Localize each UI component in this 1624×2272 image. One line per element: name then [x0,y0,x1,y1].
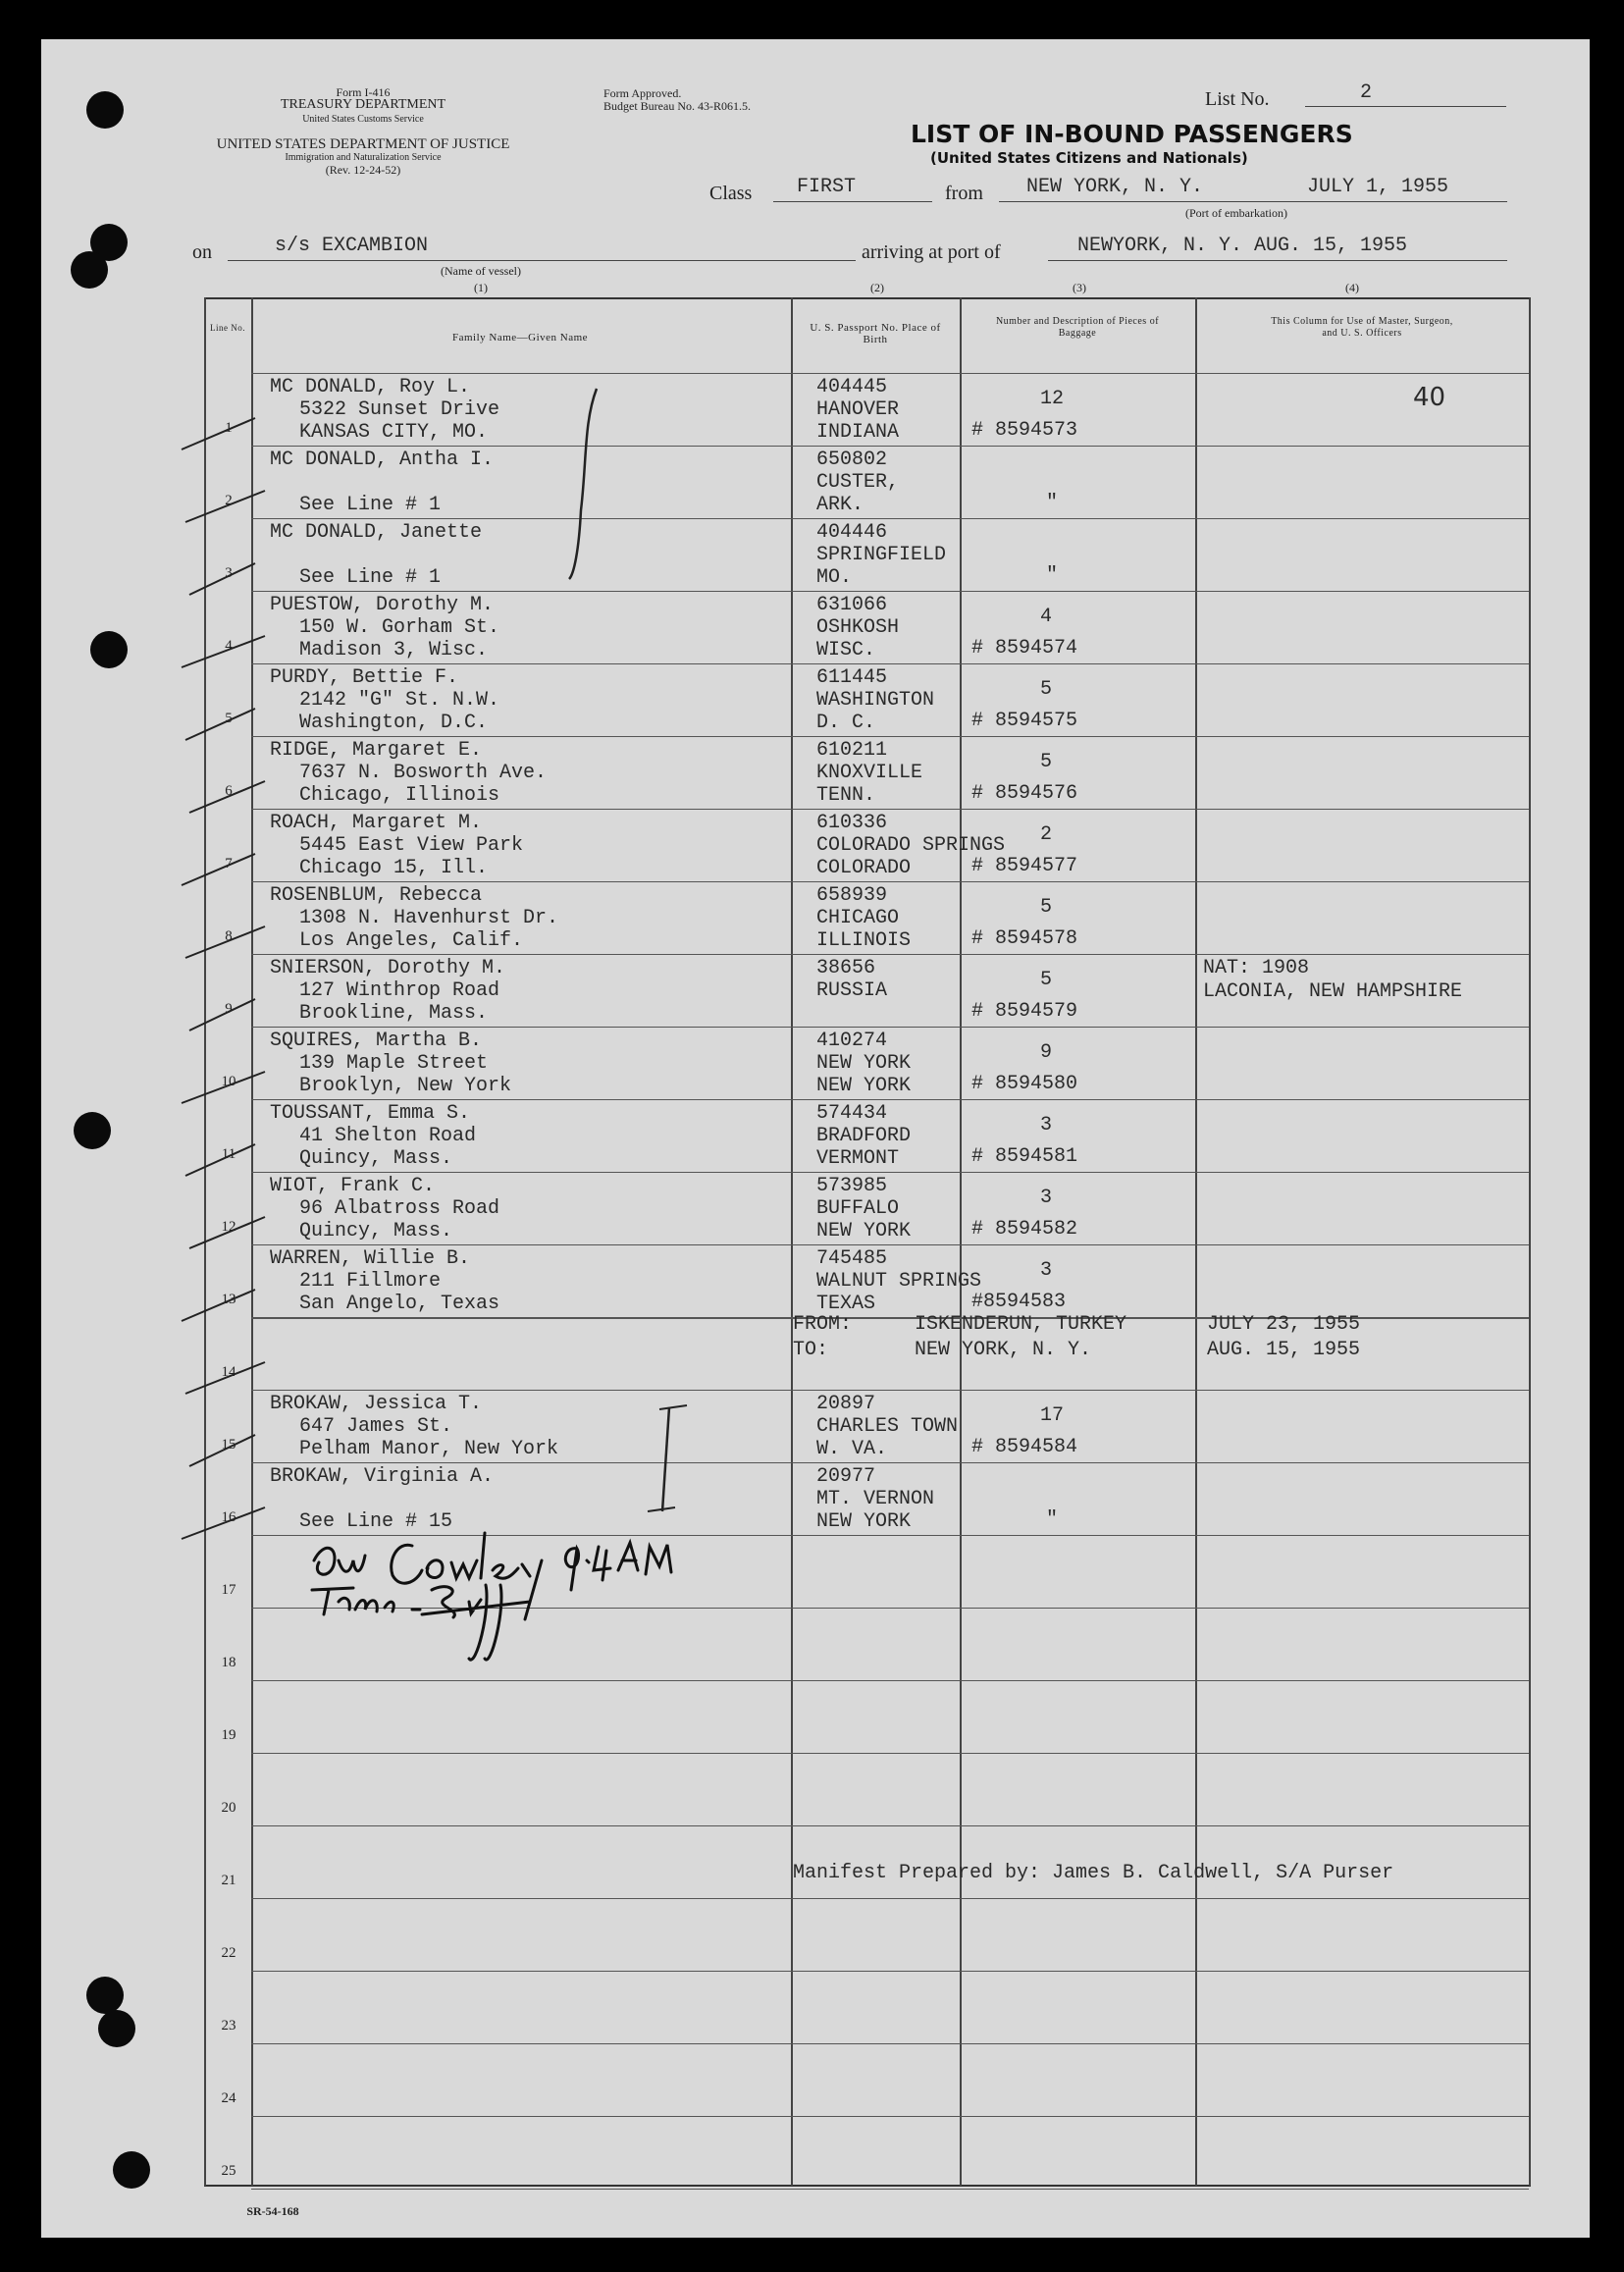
baggage-tag: # 8594584 [971,1436,1078,1458]
list-no-label: List No. [1205,88,1270,110]
officer-note: NAT: 1908 [1203,957,1310,979]
passport-birthplace-line: WASHINGTON [816,689,935,712]
line-number: 17 [221,1582,236,1598]
baggage-count: 3 [1040,1259,1053,1282]
from-date: JULY 1, 1955 [1307,176,1449,198]
passport-birthplace-line: CHARLES TOWN [816,1415,959,1438]
passenger-name-line: ROSENBLUM, Rebecca [270,884,483,907]
officer-note: LACONIA, NEW HAMPSHIRE [1203,980,1463,1003]
passport-birthplace-line: ARK. [816,494,864,516]
baggage-count: 12 [1040,388,1065,410]
passport-birthplace-line: COLORADO SPRINGS [816,834,1006,857]
baggage-tag: # 8594582 [971,1218,1078,1241]
officer-note: 40 [1413,383,1446,412]
passport-birthplace-line: WISC. [816,639,876,661]
passenger-name-line: WIOT, Frank C. [270,1175,436,1197]
passport-birthplace-line: 631066 [816,594,888,616]
page-title: LIST OF IN-BOUND PASSENGERS [911,120,1353,148]
passport-birthplace-line: COLORADO [816,857,912,879]
line-number: 16 [221,1509,236,1525]
passenger-name-line: Los Angeles, Calif. [299,929,524,952]
baggage-count: 2 [1040,823,1053,846]
signature-mark [312,1533,671,1660]
passenger-name-line: Brookline, Mass. [299,1002,489,1025]
passenger-name-line: SQUIRES, Martha B. [270,1030,483,1052]
col-header-passport: U. S. Passport No. Place of Birth [810,322,941,345]
line-number: 7 [225,856,233,872]
transfer-to-label: TO: [793,1339,829,1361]
page-subtitle: (United States Citizens and Nationals) [930,149,1248,167]
col-num-2: (2) [870,281,884,294]
baggage-count: 9 [1040,1041,1053,1064]
passenger-name-line: MC DONALD, Antha I. [270,449,495,471]
baggage-tag: # 8594579 [971,1000,1078,1023]
passport-birthplace-line: KNOXVILLE [816,762,923,784]
passenger-name-line: 41 Shelton Road [299,1125,477,1147]
passenger-name-line: 96 Albatross Road [299,1197,500,1220]
baggage-tag: # 8594574 [971,637,1078,660]
baggage-tag: # 8594578 [971,927,1078,950]
baggage-count: 3 [1040,1114,1053,1136]
line-number: 15 [221,1437,236,1453]
passenger-name-line: San Angelo, Texas [299,1293,500,1315]
passport-birthplace-line: W. VA. [816,1438,888,1460]
passenger-name-line: Quincy, Mass. [299,1220,453,1242]
baggage-tag: # 8594576 [971,782,1078,805]
passenger-name-line: See Line # 1 [299,494,442,516]
passenger-name-line: ROACH, Margaret M. [270,812,483,834]
passenger-name-line: 211 Fillmore [299,1270,442,1293]
passport-birthplace-line: MO. [816,566,853,589]
baggage-count: 5 [1040,969,1053,991]
passport-birthplace-line: 611445 [816,666,888,689]
baggage-tag: " [1046,492,1059,514]
passenger-name-line: 1308 N. Havenhurst Dr. [299,907,559,929]
passenger-name-line: BROKAW, Virginia A. [270,1465,495,1488]
passport-birthplace-line: SPRINGFIELD [816,544,947,566]
line-number: 5 [225,711,233,726]
baggage-count: 17 [1040,1404,1065,1427]
line-number: 8 [225,928,233,944]
passenger-name-line: PURDY, Bettie F. [270,666,459,689]
on-label: on [192,241,212,263]
passenger-name-line: MC DONALD, Roy L. [270,376,471,398]
from-value: NEW YORK, N. Y. [1026,176,1204,198]
passenger-name-line: 150 W. Gorham St. [299,616,500,639]
vessel-value: s/s EXCAMBION [275,235,429,257]
port-embark-label: (Port of embarkation) [1185,206,1287,220]
passenger-name-line: BROKAW, Jessica T. [270,1393,483,1415]
baggage-tag: " [1046,1508,1059,1531]
baggage-tag: # 8594575 [971,710,1078,732]
passport-birthplace-line: 38656 [816,957,876,979]
passport-birthplace-line: 745485 [816,1247,888,1270]
passport-birthplace-line: TENN. [816,784,876,807]
passport-birthplace-line: 404446 [816,521,888,544]
passenger-name-line: 647 James St. [299,1415,453,1438]
passport-birthplace-line: NEW YORK [816,1075,912,1097]
passenger-name-line: 5445 East View Park [299,834,524,857]
line-number: 21 [221,1873,236,1888]
passenger-name-line: Quincy, Mass. [299,1147,453,1170]
line-number: 12 [221,1219,236,1235]
col-header-officers: This Column for Use of Master, Surgeon, and U. S. Officers [1271,316,1453,339]
passenger-name-line: 127 Winthrop Road [299,979,500,1002]
vessel-label: (Name of vessel) [441,264,521,278]
passport-birthplace-line: D. C. [816,712,876,734]
passport-birthplace-line: 610211 [816,739,888,762]
baggage-count: 5 [1040,896,1053,919]
ins-label: Immigration and Naturalization Service [285,152,442,163]
manifest-prepared-by: Manifest Prepared by: James B. Caldwell, S/A Purser [793,1862,1394,1884]
passport-birthplace-line: 574434 [816,1102,888,1125]
passport-birthplace-line: NEW YORK [816,1052,912,1075]
col-num-3: (3) [1073,281,1086,294]
baggage-count: 4 [1040,606,1053,628]
line-number: 25 [221,2163,236,2179]
passport-birthplace-line: TEXAS [816,1293,876,1315]
passenger-name-line: Chicago 15, Ill. [299,857,489,879]
from-label: from [945,183,983,204]
passport-birthplace-line: 404445 [816,376,888,398]
arriving-value: NEWYORK, N. Y. AUG. 15, 1955 [1077,235,1408,257]
passport-birthplace-line: 658939 [816,884,888,907]
passport-birthplace-line: CUSTER, [816,471,900,494]
line-number: 4 [225,638,233,654]
line-number: 10 [221,1074,236,1089]
form-approved: Form Approved. [603,86,682,100]
baggage-tag: # 8594580 [971,1073,1078,1095]
passenger-name-line: See Line # 1 [299,566,442,589]
line-number: 13 [221,1292,236,1307]
passport-birthplace-line: NEW YORK [816,1220,912,1242]
transfer-from-port: ISKENDERUN, TURKEY [915,1313,1127,1336]
passport-birthplace-line: ILLINOIS [816,929,912,952]
passenger-name-line: RIDGE, Margaret E. [270,739,483,762]
rev-label: (Rev. 12-24-52) [325,163,401,177]
line-number: 6 [225,783,233,799]
passenger-name-line: 5322 Sunset Drive [299,398,500,421]
line-number: 3 [225,565,233,581]
customs-label: United States Customs Service [302,114,424,125]
passenger-name-line: 2142 "G" St. N.W. [299,689,500,712]
transfer-from-date: JULY 23, 1955 [1207,1313,1361,1336]
passenger-name-line: KANSAS CITY, MO. [299,421,489,444]
budget-bureau: Budget Bureau No. 43-R061.5. [603,99,751,113]
baggage-tag: #8594583 [971,1291,1067,1313]
treasury-label: TREASURY DEPARTMENT [280,97,446,112]
passenger-name-line: MC DONALD, Janette [270,521,483,544]
line-number: 23 [221,2018,236,2034]
line-number: 18 [221,1655,236,1670]
passport-birthplace-line: WALNUT SPRINGS [816,1270,982,1293]
passenger-name-line: Chicago, Illinois [299,784,500,807]
col-num-1: (1) [474,281,488,294]
passport-birthplace-line: 20897 [816,1393,876,1415]
line-number: 14 [221,1364,236,1380]
baggage-count: 5 [1040,678,1053,701]
class-label: Class [709,183,753,204]
col-num-4: (4) [1345,281,1359,294]
baggage-count: 3 [1040,1187,1053,1209]
passenger-name-line: Pelham Manor, New York [299,1438,559,1460]
form-number: Form I-416 [336,85,391,99]
passport-birthplace-line: INDIANA [816,421,900,444]
passport-birthplace-line: 573985 [816,1175,888,1197]
passenger-name-line: 139 Maple Street [299,1052,489,1075]
line-number: 19 [221,1727,236,1743]
passport-birthplace-line: OSHKOSH [816,616,900,639]
col-header-line: Line No. [210,323,245,333]
transfer-from-label: FROM: [793,1313,853,1336]
class-value: FIRST [797,176,857,198]
passenger-name-line: Brooklyn, New York [299,1075,512,1097]
passenger-name-line: TOUSSANT, Emma S. [270,1102,471,1125]
passenger-name-line: See Line # 15 [299,1510,453,1533]
passport-birthplace-line: MT. VERNON [816,1488,935,1510]
baggage-tag: # 8594581 [971,1145,1078,1168]
justice-label: UNITED STATES DEPARTMENT OF JUSTICE [216,136,510,152]
passenger-name-line: Madison 3, Wisc. [299,639,489,661]
footer-code: SR-54-168 [246,2204,299,2218]
passport-birthplace-line: CHICAGO [816,907,900,929]
passport-birthplace-line: BUFFALO [816,1197,900,1220]
list-no-value: 2 [1360,81,1373,104]
transfer-to-date: AUG. 15, 1955 [1207,1339,1361,1361]
passenger-name-line: SNIERSON, Dorothy M. [270,957,506,979]
transfer-to-port: NEW YORK, N. Y. [915,1339,1092,1361]
passport-birthplace-line: 650802 [816,449,888,471]
passenger-name-line: Washington, D.C. [299,712,489,734]
passport-birthplace-line: RUSSIA [816,979,888,1002]
line-number: 2 [225,493,233,508]
col-header-name: Family Name—Given Name [451,332,589,343]
passport-birthplace-line: BRADFORD [816,1125,912,1147]
line-number: 9 [225,1001,233,1017]
baggage-count: 5 [1040,751,1053,773]
baggage-tag: # 8594573 [971,419,1078,442]
arriving-label: arriving at port of [862,241,1001,263]
passenger-name-line: WARREN, Willie B. [270,1247,471,1270]
passport-birthplace-line: 410274 [816,1030,888,1052]
passport-birthplace-line: 610336 [816,812,888,834]
line-number: 11 [221,1146,236,1162]
col-header-baggage: Number and Description of Pieces of Baggage [995,316,1160,339]
line-number: 20 [221,1800,236,1816]
passport-birthplace-line: NEW YORK [816,1510,912,1533]
passenger-name-line: 7637 N. Bosworth Ave. [299,762,548,784]
line-number: 1 [225,420,233,436]
passport-birthplace-line: HANOVER [816,398,900,421]
passport-birthplace-line: VERMONT [816,1147,900,1170]
line-number: 24 [221,2090,236,2106]
passport-birthplace-line: 20977 [816,1465,876,1488]
line-number: 22 [221,1945,236,1961]
baggage-tag: # 8594577 [971,855,1078,877]
baggage-tag: " [1046,564,1059,587]
passenger-name-line: PUESTOW, Dorothy M. [270,594,495,616]
